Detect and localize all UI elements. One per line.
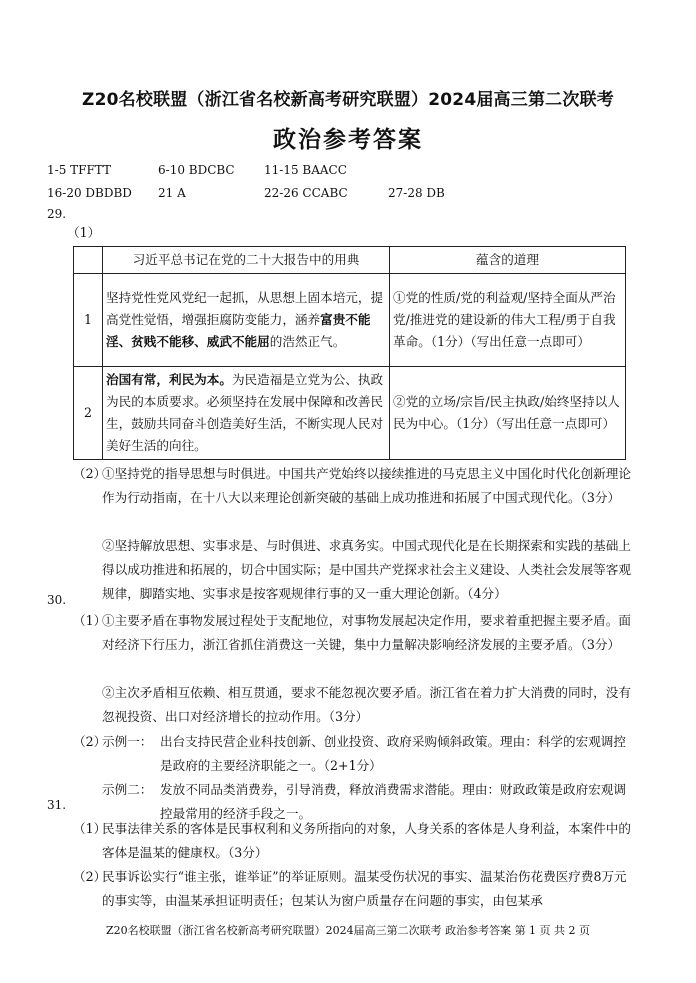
table-row bbox=[74, 274, 626, 367]
question-29-number: 29. bbox=[47, 207, 67, 221]
q31-part2-label: （2） bbox=[73, 869, 107, 884]
table-row bbox=[74, 367, 626, 460]
question-30-number: 30. bbox=[47, 593, 67, 607]
quote-bold-text: 富贵不能淫、贫贱不能移、威武不能屈 bbox=[106, 312, 371, 349]
page-footer: Z20名校联盟（浙江省名校新高考研究联盟）2024届高三第二次联考 政治参考答案 第 1 页 共 2 页 bbox=[105, 924, 591, 937]
table-header-reason: 蕴含的道理 bbox=[390, 247, 626, 274]
answer-group-11-15: 11-15 BAACC bbox=[264, 163, 347, 177]
quote-cell bbox=[103, 367, 390, 460]
answer-group-21: 21 A bbox=[158, 186, 186, 200]
q30-part1-point2: ②主次矛盾相互依赖、相互贯通，要求不能忽视次要矛盾。浙江省在着力扩大消费的同时，没有忽视投资、出口对经济增长的拉动作用。（3分） bbox=[102, 685, 631, 724]
q30-example2: 发放不同品类消费券，引导消费，释放消费需求潜能。理由：财政政策是政府宏观调控最常用的经济手段之一。 bbox=[160, 782, 626, 821]
q31-part2-text: 民事诉讼实行“谁主张，谁举证”的举证原则。温某受伤状况的事实、温某治伤花费医疗费8万元的事实等，由温某承担证明责任；包某认为窗户质量存在问题的事实，由包某承 bbox=[102, 869, 627, 908]
q29-part2-point1: ①坚持党的指导思想与时俱进。中国共产党始终以接续推进的马克思主义中国化时代化创新理论作为行动指南，在十八大以来理论创新突破的基础上成功推进和拓展了中国式现代化。（3分） bbox=[102, 466, 631, 505]
row-number: 2 bbox=[74, 367, 103, 460]
quote-text: 坚持党性党风党纪一起抓，从思想上固本培元，提高党性觉悟，增强拒腐防变能力，涵养 bbox=[106, 290, 384, 327]
reason-cell: ②党的立场/宗旨/民主执政/始终坚持以人民为中心。（1分）（写出任意一点即可） bbox=[390, 367, 626, 460]
q30-part1-label: （1） bbox=[73, 613, 107, 628]
reason-cell: ①党的性质/党的利益观/坚持全面从严治党/推进党的建设新的伟大工程/勇于自我革命。（1分）（写出任意一点即可） bbox=[390, 274, 626, 367]
q29-answer-table bbox=[73, 246, 626, 460]
quote-bold-text: 治国有常，利民为本。 bbox=[106, 372, 232, 387]
quote-tail-text: 为民造福是立党为公、执政为民的本质要求。必须坚持在发展中保障和改善民生，鼓励共同奋斗创造美好生活，不断实现人民对美好生活的向往。 bbox=[106, 372, 384, 453]
answer-group-16-20: 16-20 DBDBD bbox=[47, 186, 132, 200]
quote-cell bbox=[103, 274, 390, 367]
answer-group-22-26: 22-26 CCABC bbox=[264, 186, 348, 200]
row-number: 1 bbox=[74, 274, 103, 367]
question-29-part1-label: （1） bbox=[67, 225, 101, 240]
q30-part1-point1: ①主要矛盾在事物发展过程处于支配地位，对事物发展起决定作用，要求着重把握主要矛盾。面对经济下行压力，浙江省抓住消费这一关键，集中力量解决影响经济发展的主要矛盾。（3分） bbox=[102, 613, 631, 652]
q30-example1-label: 示例一： bbox=[102, 734, 153, 749]
quote-tail-text: 的浩然正气。 bbox=[269, 334, 346, 349]
exam-title: Z20名校联盟（浙江省名校新高考研究联盟）2024届高三第二次联考 bbox=[82, 90, 614, 110]
question-31-number: 31. bbox=[47, 798, 67, 812]
table-header-quote: 习近平总书记在党的二十大报告中的用典 bbox=[103, 247, 390, 274]
answer-key-title: 政治参考答案 bbox=[273, 127, 423, 153]
table-header-row bbox=[74, 247, 626, 274]
q29-part2-label: （2） bbox=[73, 466, 107, 481]
table-header-blank bbox=[74, 247, 103, 274]
q31-part1-text: 民事法律关系的客体是民事权利和义务所指向的对象，人身关系的客体是人身利益，本案件中的客体是温某的健康权。（3分） bbox=[102, 821, 631, 860]
answer-group-6-10: 6-10 BDCBC bbox=[158, 163, 235, 177]
q29-part2-point2: ②坚持解放思想、实事求是、与时俱进、求真务实。中国式现代化是在长期探索和实践的基础上得以成功推进和拓展的，切合中国实际；是中国共产党探求社会主义建设、人类社会发展等客观规律，脚踏实地、实事求是按客观规律行事的又一重大理论创新。（4分） bbox=[102, 538, 631, 601]
q31-part1-label: （1） bbox=[73, 821, 107, 836]
q30-example1: 出台支持民营企业科技创新、创业投资、政府采购倾斜政策。理由：科学的宏观调控是政府的主要经济职能之一。（2+1分） bbox=[160, 734, 626, 773]
answer-group-1-5: 1-5 TFFTT bbox=[47, 163, 112, 177]
answer-group-27-28: 27-28 DB bbox=[388, 186, 445, 200]
q30-example2-label: 示例二： bbox=[102, 782, 153, 797]
q30-part2-label: （2） bbox=[73, 734, 107, 749]
